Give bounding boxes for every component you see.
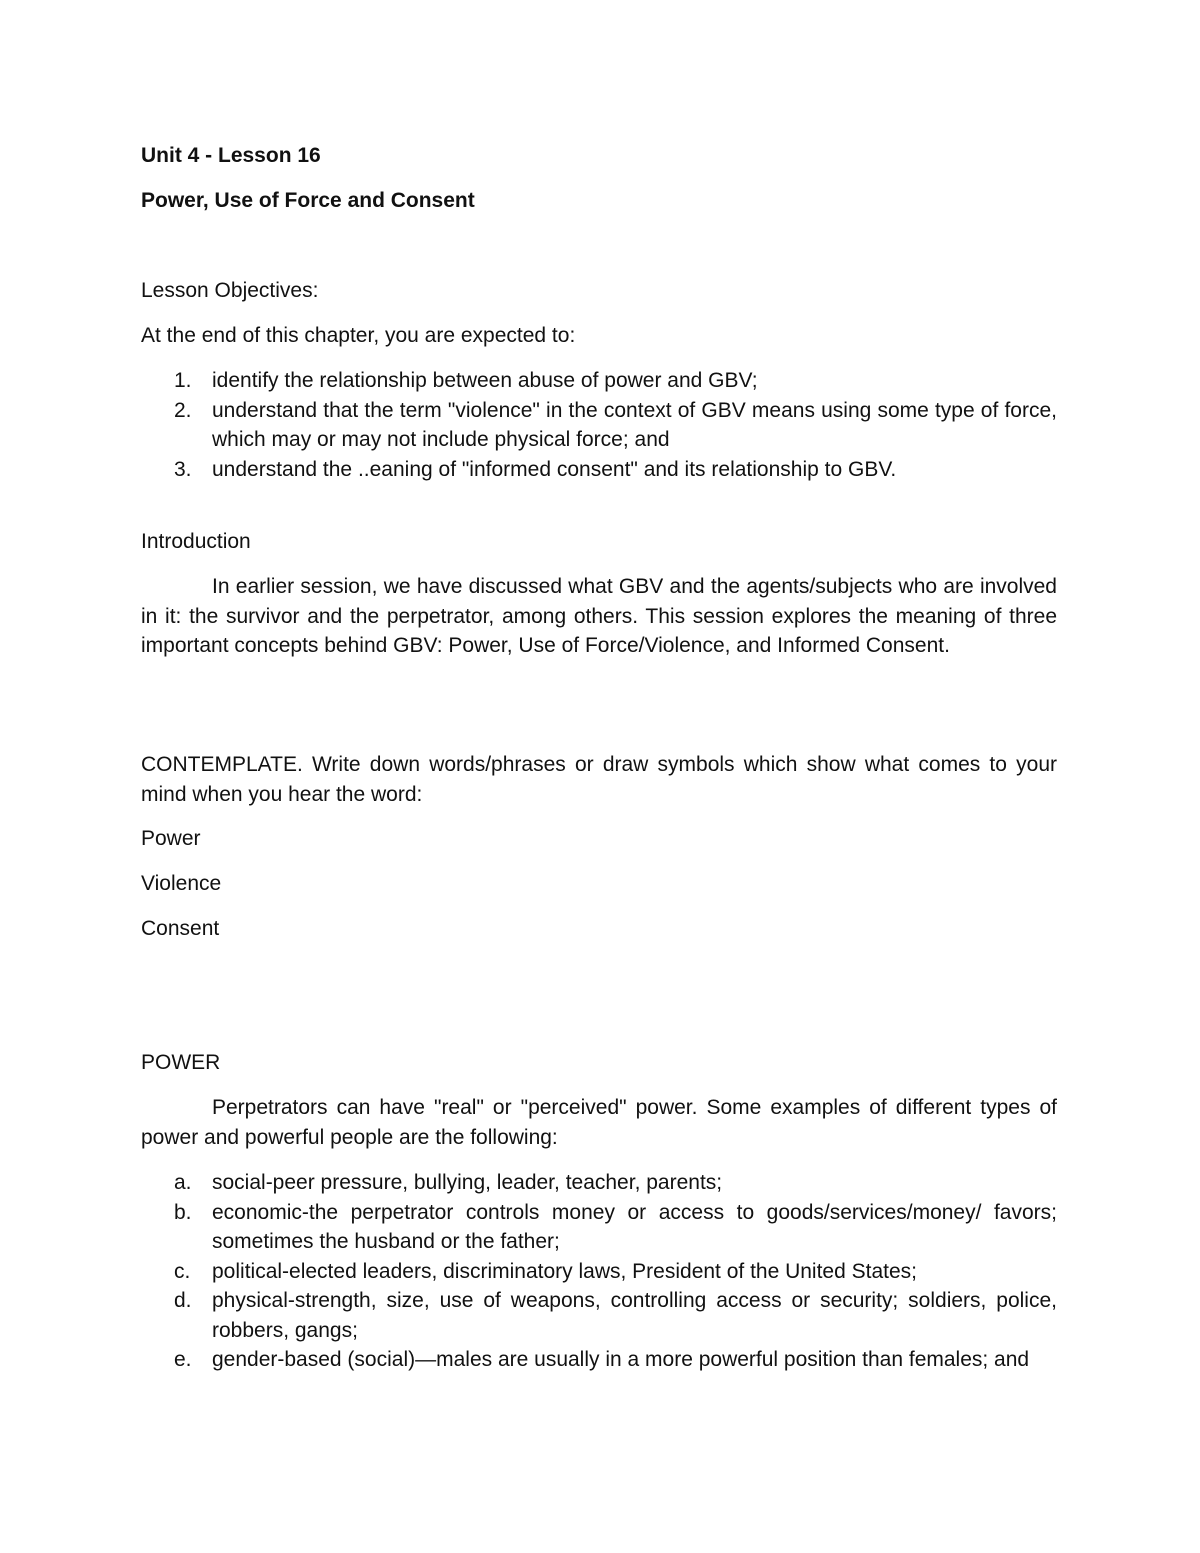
list-marker: 3. xyxy=(174,457,192,481)
list-marker: b. xyxy=(174,1200,192,1224)
objectives-intro: At the end of this chapter, you are expected to: xyxy=(141,324,576,347)
list-item-text: gender-based (social)—males are usually in a more powerful position than females; and xyxy=(212,1348,1030,1371)
list-item-text: identify the relationship between abuse of power and GBV; xyxy=(212,369,758,392)
contemplate-word-power: Power xyxy=(141,827,201,850)
power-list xyxy=(141,1168,1057,1375)
list-item-text: understand that the term "violence" in the context of GBV means using some type of force, which may or may not include physical force; and xyxy=(212,398,1057,451)
list-item-text: physical-strength, size, use of weapons, controlling access or security; soldiers, police, robbers, gangs; xyxy=(212,1289,1057,1342)
list-marker: 1. xyxy=(174,369,192,392)
unit-title: Unit 4 - Lesson 16 xyxy=(141,144,321,167)
introduction-heading: Introduction xyxy=(141,530,251,553)
list-marker: 2. xyxy=(174,398,192,422)
list-item xyxy=(141,366,1057,396)
contemplate-word-violence: Violence xyxy=(141,872,222,895)
list-item xyxy=(141,396,1057,455)
list-item xyxy=(141,1257,1057,1287)
objectives-heading: Lesson Objectives: xyxy=(141,279,319,302)
list-item xyxy=(141,455,1057,485)
introduction-body: In earlier session, we have discussed what GBV and the agents/subjects who are involved in it: the survivor and the perpetrator, among others. This session explores the meaning of three important concepts behind GBV: Power, Use of Force/Violence, and Informed Consent. xyxy=(141,575,1057,657)
list-marker: d. xyxy=(174,1289,192,1312)
objectives-list xyxy=(141,366,1057,484)
power-heading: POWER xyxy=(141,1051,221,1074)
contemplate-word-consent: Consent xyxy=(141,917,220,940)
list-item-text: economic-the perpetrator controls money or access to goods/services/money/ favors; sometimes the husband or the father; xyxy=(212,1200,1057,1253)
list-marker: a. xyxy=(174,1171,192,1194)
list-item-text: political-elected leaders, discriminatory laws, President of the United States; xyxy=(212,1259,917,1283)
list-item xyxy=(141,1286,1057,1345)
list-item xyxy=(141,1168,1057,1198)
list-item-text: social-peer pressure, bullying, leader, teacher, parents; xyxy=(212,1171,723,1194)
list-marker: c. xyxy=(174,1259,191,1283)
list-item xyxy=(141,1198,1057,1257)
lesson-title: Power, Use of Force and Consent xyxy=(141,189,475,212)
power-body: Perpetrators can have "real" or "perceived" power. Some examples of different types of power and powerful people are the following: xyxy=(141,1096,1057,1149)
list-item xyxy=(141,1345,1057,1375)
list-item-text: understand the ..eaning of "informed consent" and its relationship to GBV. xyxy=(212,457,897,481)
contemplate-prompt: CONTEMPLATE. Write down words/phrases or draw symbols which show what comes to your mind when you hear the word: xyxy=(141,753,1057,806)
list-marker: e. xyxy=(174,1348,192,1371)
